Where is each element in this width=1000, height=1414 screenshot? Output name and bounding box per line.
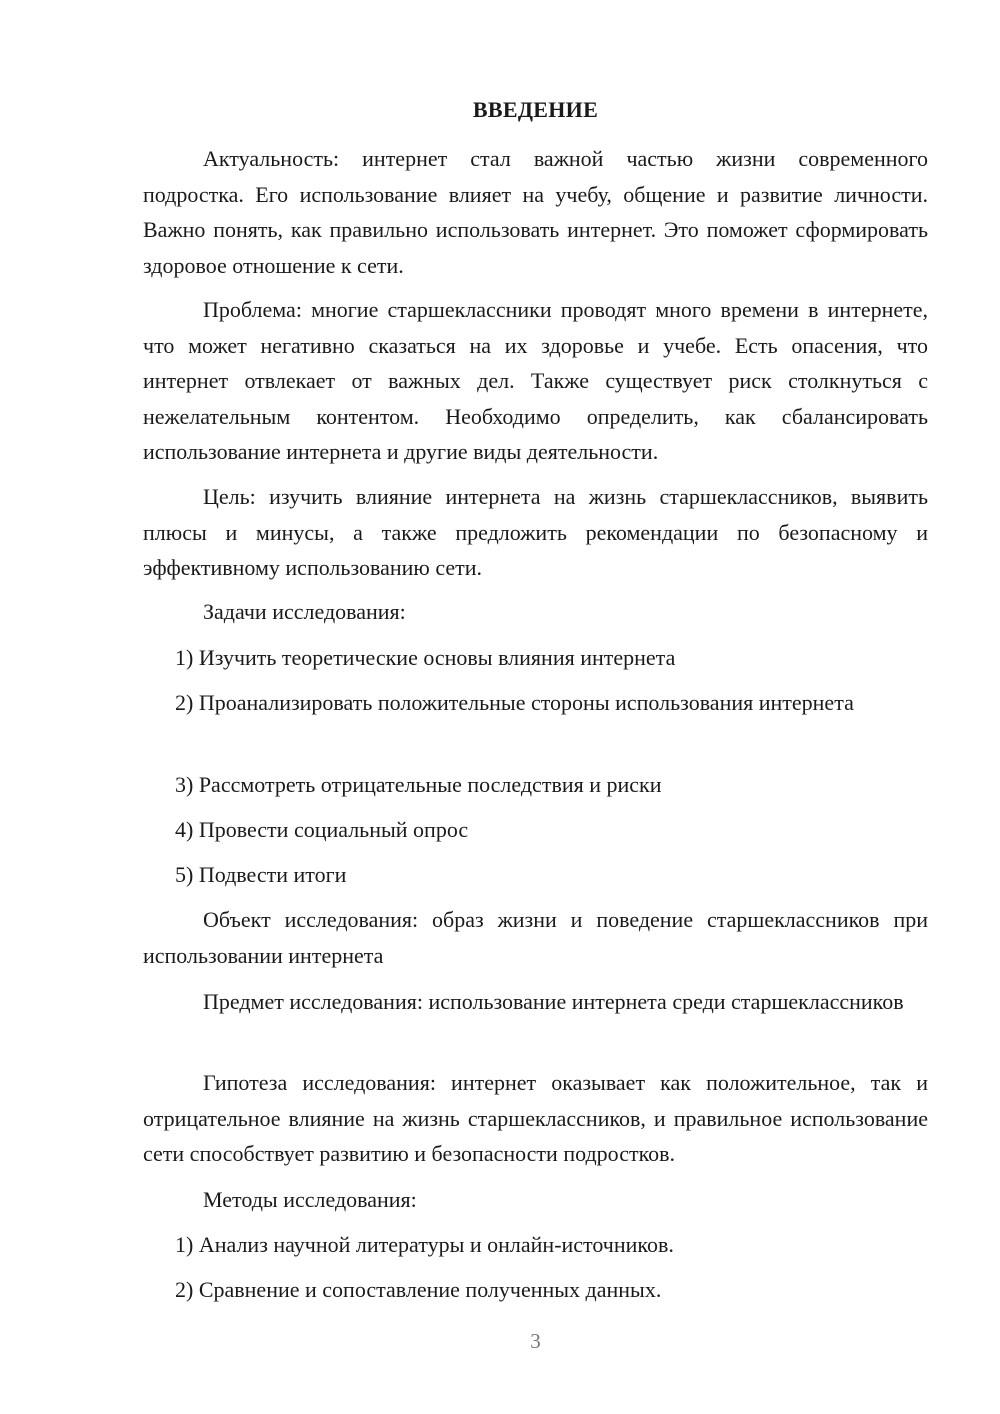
page-number: 3: [530, 1329, 541, 1353]
task-item-3: 3) Рассмотреть отрицательные последствия и риски: [175, 772, 662, 797]
task-item-1: 1) Изучить теоретические основы влияния интернета: [175, 645, 676, 670]
task-item-2: 2) Проанализировать положительные стороны использования интернета: [175, 690, 854, 715]
object-paragraph: Объект исследования: образ жизни и поведение старшеклассников при использовании интернета: [143, 907, 928, 968]
method-item-1: 1) Анализ научной литературы и онлайн-источников.: [175, 1232, 674, 1257]
page-title: ВВЕДЕНИЕ: [472, 97, 599, 122]
document-page: [143, 0, 928, 1414]
tasks-heading: Задачи исследования:: [203, 599, 406, 624]
hypothesis-paragraph: Гипотеза исследования: интернет оказывает как положительное, так и отрицательное влияние на жизнь старшеклассников, и правильное использование сети способствует развитию и безопасности подростков.: [143, 1070, 928, 1166]
methods-heading: Методы исследования:: [203, 1187, 417, 1212]
task-item-4: 4) Провести социальный опрос: [175, 817, 469, 842]
subject-paragraph: Предмет исследования: использование интернета среди старшеклассников: [203, 989, 904, 1014]
method-item-2: 2) Сравнение и сопоставление полученных данных.: [175, 1277, 662, 1302]
relevance-paragraph: Актуальность: интернет стал важной частью жизни современного подростка. Его использование влияет на учебу, общение и развитие личности. Важно понять, как правильно использовать интернет. Это поможет сформировать здоровое отношение к сети.: [143, 146, 928, 278]
problem-paragraph: Проблема: многие старшеклассники проводят много времени в интернете, что может негативно сказаться на их здоровье и учебе. Есть опасения, что интернет отвлекает от важных дел. Также существует риск столкнуться с нежелательным контентом. Необходимо определить, как сбалансировать использование интернета и другие виды деятельности.: [143, 297, 928, 464]
goal-paragraph: Цель: изучить влияние интернета на жизнь старшеклассников, выявить плюсы и минусы, а также предложить рекомендации по безопасному и эффективному использованию сети.: [143, 484, 928, 580]
task-item-5: 5) Подвести итоги: [175, 862, 347, 887]
